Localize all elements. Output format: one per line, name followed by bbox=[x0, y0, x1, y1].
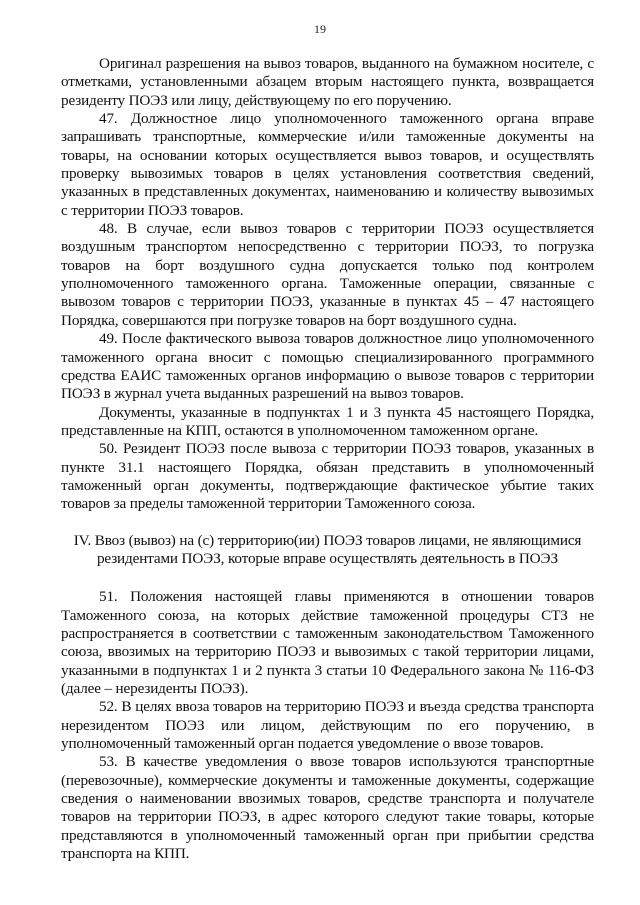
paragraph-53: 53. В качестве уведомления о ввозе товаров используются транспортные (перевозочные), коммерческие документы и таможенные документы, содержащие сведения о наименовании ввозимых товаров, средстве транспорта и получателе товаров на территории ПОЭЗ, в адрес которого следуют такие товары, которые представляются в уполномоченный таможенный орган при прибытии средства транспорта на КПП. bbox=[61, 753, 594, 863]
document-body bbox=[61, 55, 594, 863]
paragraph-48: 48. В случае, если вывоз товаров с территории ПОЭЗ осуществляется воздушным транспортом непосредственно с территории ПОЭЗ, то погрузка товаров на борт воздушного судна допускается только под контролем уполномоченного таможенного органа. Таможенные операции, связанные с вывозом товаров с территории ПОЭЗ, указанные в пунктах 45 – 47 настоящего Порядка, совершаются при погрузке товаров на борт воздушного судна. bbox=[61, 220, 594, 329]
section-heading-iv: IV. Ввоз (вывоз) на (с) территорию(ии) ПОЭЗ товаров лицами, не являющимися резидентами ПОЭЗ, которые вправе осуществлять деятельность в ПОЭЗ bbox=[73, 531, 582, 567]
page-number: 19 bbox=[314, 22, 326, 36]
paragraph-50: 50. Резидент ПОЭЗ после вывоза с территории ПОЭЗ товаров, указанных в пункте 31.1 настоящего Порядка, обязан представить в уполномоченный таможенный орган документы, подтверждающие фактическое убытие таких товаров за пределы таможенной территории Таможенного союза. bbox=[61, 440, 594, 513]
paragraph-52: 52. В целях ввоза товаров на территорию ПОЭЗ и въезда средства транспорта нерезидентом ПОЭЗ или лицом, действующим по его поручению, в уполномоченный таможенный орган подается уведомление о ввозе товаров. bbox=[61, 698, 594, 753]
paragraph-documents-kpp: Документы, указанные в подпунктах 1 и 3 пункта 45 настоящего Порядка, представленные на КПП, остаются в уполномоченном таможенном органе. bbox=[61, 403, 594, 439]
paragraph-47: 47. Должностное лицо уполномоченного таможенного органа вправе запрашивать транспортные, коммерческие и/или таможенные документы на товары, на основании которых осуществляется вывоз товаров, и осуществлять проверку вывозимых товаров в целях установления соответствия сведений, указанных в представленных документах, наименованию и количеству вывозимых с территории ПОЭЗ товаров. bbox=[61, 110, 594, 219]
paragraph-original-permit: Оригинал разрешения на вывоз товаров, выданного на бумажном носителе, с отметками, установленными абзацем вторым настоящего пункта, возвращается резиденту ПОЭЗ или лицу, действующему по его поручению. bbox=[61, 55, 594, 109]
paragraph-49: 49. После фактического вывоза товаров должностное лицо уполномоченного таможенного органа вносит с помощью специализированного программного средства ЕАИС таможенных органов информацию о вывозе товаров с территории ПОЭЗ в журнал учета выданных разрешений на вывоз товаров. bbox=[61, 330, 594, 403]
paragraph-51: 51. Положения настоящей главы применяются в отношении товаров Таможенного союза, на которых действие таможенной процедуры СТЗ не распространяется в соответствии с таможенным законодательством Таможенного союза, ввозимых на территорию ПОЭЗ и вывозимых с такой территории лицами, указанными в подпунктах 1 и 2 пункта 3 статьи 10 Федерального закона № 116-ФЗ (далее – нерезиденты ПОЭЗ). bbox=[61, 588, 594, 697]
